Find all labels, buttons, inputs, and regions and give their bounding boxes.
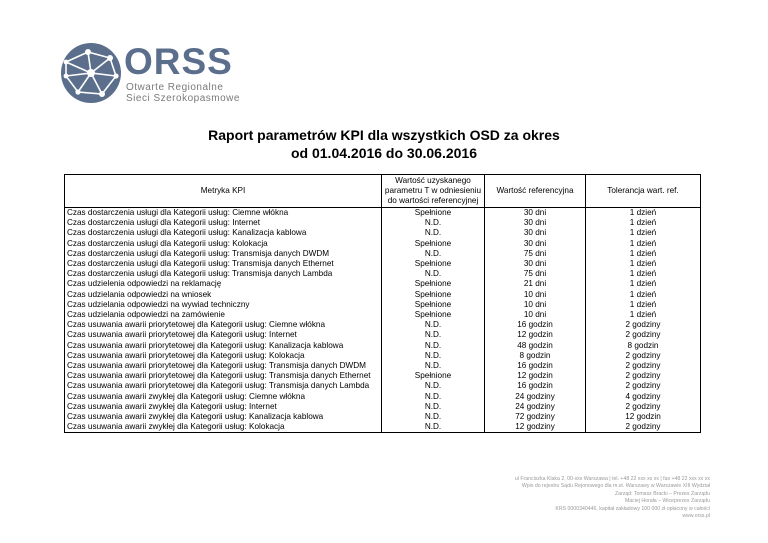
report-title-line2: od 01.04.2016 do 30.06.2016 [290, 145, 477, 161]
header-metric: Metryka KPI [65, 175, 382, 208]
header-obtained-line3: do wartości referencyjnej [387, 196, 479, 206]
kpi-obtained-value-cell: N.D. [382, 361, 485, 371]
kpi-tolerance-cell: 2 godziny [586, 361, 701, 371]
kpi-tolerance-cell: 1 dzień [586, 228, 701, 238]
kpi-tolerance-cell: 1 dzień [586, 310, 701, 320]
kpi-reference-value-cell: 24 godziny [485, 402, 586, 412]
kpi-tolerance-cell: 2 godziny [586, 381, 701, 391]
kpi-tolerance-cell: 2 godziny [586, 371, 701, 381]
header-tolerance: Tolerancja wart. ref. [586, 175, 701, 208]
kpi-reference-value-cell: 48 godzin [485, 341, 586, 351]
kpi-obtained-value-cell: N.D. [382, 341, 485, 351]
kpi-tolerance-cell: 2 godziny [586, 402, 701, 412]
kpi-reference-value-cell: 10 dni [485, 310, 586, 320]
table-row [65, 330, 701, 340]
header-obtained-line1: Wartość uzyskanego [395, 175, 471, 185]
footer-line4: Maciej Horała – Wiceprezes Zarządu [624, 498, 710, 505]
kpi-obtained-value-cell: N.D. [382, 402, 485, 412]
kpi-tolerance-cell: 1 dzień [586, 239, 701, 249]
kpi-obtained-value-cell: N.D. [382, 320, 485, 330]
kpi-obtained-value-cell: Spełnione [382, 310, 485, 320]
kpi-obtained-value-cell: Spełnione [382, 290, 485, 300]
table-row [65, 310, 701, 320]
table-row [65, 341, 701, 351]
kpi-reference-value-cell: 24 godziny [485, 392, 586, 402]
table-row [65, 381, 701, 391]
table-row [65, 320, 701, 330]
kpi-metric-cell: Czas usuwania awarii priorytetowej dla Kategorii usług: Internet [65, 330, 382, 340]
logo-name: ORSS [124, 41, 233, 82]
footer-line2: Wpis do rejestru Sądu Rejonowego dla m.st. Warszawy w Warszawie XIII Wydział [521, 483, 710, 490]
table-row [65, 300, 701, 310]
table-row [65, 361, 701, 371]
kpi-obtained-value-cell: N.D. [382, 351, 485, 361]
kpi-metric-cell: Czas usuwania awarii priorytetowej dla Kategorii usług: Transmisja danych Ethernet [65, 371, 382, 381]
kpi-obtained-value-cell: Spełnione [382, 259, 485, 269]
kpi-obtained-value-cell: N.D. [382, 228, 485, 238]
table-row [65, 371, 701, 381]
kpi-reference-value-cell: 30 dni [485, 259, 586, 269]
kpi-reference-value-cell: 75 dni [485, 269, 586, 279]
table-row [65, 402, 701, 412]
kpi-tolerance-cell: 12 godzin [586, 412, 701, 422]
header-obtained-line2: parametru T w odniesieniu [384, 185, 482, 195]
kpi-reference-value-cell: 10 dni [485, 290, 586, 300]
logo-subtitle-line1: Otwarte Regionalne [126, 82, 224, 93]
header-reference-value: Wartość referencyjna [485, 175, 586, 208]
table-row [65, 218, 701, 228]
kpi-reference-value-cell: 16 godzin [485, 381, 586, 391]
kpi-metric-cell: Czas usuwania awarii zwykłej dla Kategorii usług: Kanalizacja kablowa [65, 412, 382, 422]
table-row [65, 290, 701, 300]
kpi-tolerance-cell: 1 dzień [586, 279, 701, 289]
kpi-obtained-value-cell: N.D. [382, 392, 485, 402]
table-row [65, 239, 701, 249]
logo-subtitle-line2: Sieci Szerokopasmowe [126, 93, 240, 104]
kpi-metric-cell: Czas dostarczenia usługi dla Kategorii usług: Transmisja danych Ethernet [65, 259, 382, 269]
kpi-metric-cell: Czas usuwania awarii zwykłej dla Kategorii usług: Kolokacja [65, 422, 382, 433]
kpi-tolerance-cell: 1 dzień [586, 218, 701, 228]
kpi-metric-cell: Czas dostarczenia usługi dla Kategorii usług: Kanalizacja kablowa [65, 228, 382, 238]
kpi-tolerance-cell: 2 godziny [586, 320, 701, 330]
kpi-obtained-value-cell: Spełnione [382, 371, 485, 381]
kpi-reference-value-cell: 8 godzin [485, 351, 586, 361]
table-row [65, 412, 701, 422]
kpi-reference-value-cell: 75 dni [485, 249, 586, 259]
table-row [65, 422, 701, 433]
kpi-reference-value-cell: 12 godzin [485, 371, 586, 381]
table-row [65, 259, 701, 269]
kpi-obtained-value-cell: N.D. [382, 249, 485, 259]
kpi-tolerance-cell: 1 dzień [586, 290, 701, 300]
kpi-obtained-value-cell: N.D. [382, 412, 485, 422]
kpi-tolerance-cell: 4 godziny [586, 392, 701, 402]
kpi-obtained-value-cell: Spełnione [382, 208, 485, 219]
kpi-tolerance-cell: 1 dzień [586, 300, 701, 310]
table-header-row [65, 175, 701, 208]
kpi-metric-cell: Czas udzielania odpowiedzi na zamówienie [65, 310, 382, 320]
kpi-reference-value-cell: 16 godzin [485, 320, 586, 330]
kpi-obtained-value-cell: N.D. [382, 218, 485, 228]
kpi-reference-value-cell: 30 dni [485, 239, 586, 249]
kpi-obtained-value-cell: N.D. [382, 381, 485, 391]
table-row [65, 269, 701, 279]
kpi-metric-cell: Czas udzielania odpowiedzi na wywiad techniczny [65, 300, 382, 310]
logo-subtitle [126, 82, 240, 104]
kpi-metric-cell: Czas usuwania awarii priorytetowej dla Kategorii usług: Transmisja danych Lambda [65, 381, 382, 391]
kpi-metric-cell: Czas usuwania awarii priorytetowej dla Kategorii usług: Transmisja danych DWDM [65, 361, 382, 371]
report-title-line1: Raport parametrów KPI dla wszystkich OSD za okres [208, 127, 560, 143]
header-obtained-value [382, 175, 485, 208]
footer-line5: KRS 0000340446, kapitał zakładowy 100 000 zł opłacony w całości [555, 505, 710, 512]
kpi-metric-cell: Czas usuwania awarii priorytetowej dla Kategorii usług: Kanalizacja kablowa [65, 341, 382, 351]
orss-logo [58, 40, 248, 108]
kpi-table-body [65, 208, 701, 433]
kpi-obtained-value-cell: Spełnione [382, 300, 485, 310]
kpi-metric-cell: Czas dostarczenia usługi dla Kategorii usług: Transmisja danych Lambda [65, 269, 382, 279]
footer-line1: ul Franciszka Klaka 2, 00-xxx Warszawa | tel. +48 22 xxx xx xx | fax +48 22 xxx xx xx [514, 476, 710, 482]
kpi-reference-value-cell: 30 dni [485, 228, 586, 238]
footer-line3: Zarząd: Tomasz Bracki – Prezes Zarządu [614, 490, 710, 497]
table-row [65, 228, 701, 238]
globe-network-icon [58, 40, 124, 106]
kpi-metric-cell: Czas usuwania awarii priorytetowej dla Kategorii usług: Kolokacja [65, 351, 382, 361]
kpi-reference-value-cell: 21 dni [485, 279, 586, 289]
kpi-metric-cell: Czas dostarczenia usługi dla Kategorii usług: Transmisja danych DWDM [65, 249, 382, 259]
kpi-reference-value-cell: 12 godzin [485, 330, 586, 340]
table-row [65, 351, 701, 361]
kpi-reference-value-cell: 16 godzin [485, 361, 586, 371]
kpi-reference-value-cell: 72 godziny [485, 412, 586, 422]
kpi-table [64, 174, 701, 433]
kpi-metric-cell: Czas udzielania odpowiedzi na wniosek [65, 290, 382, 300]
kpi-obtained-value-cell: N.D. [382, 269, 485, 279]
kpi-tolerance-cell: 1 dzień [586, 259, 701, 269]
table-row [65, 279, 701, 289]
kpi-metric-cell: Czas usuwania awarii zwykłej dla Kategorii usług: Internet [65, 402, 382, 412]
kpi-reference-value-cell: 30 dni [485, 208, 586, 219]
footer-line6: www.orss.pl [682, 513, 710, 520]
kpi-reference-value-cell: 10 dni [485, 300, 586, 310]
kpi-tolerance-cell: 2 godziny [586, 330, 701, 340]
kpi-obtained-value-cell: N.D. [382, 422, 485, 433]
kpi-reference-value-cell: 12 godziny [485, 422, 586, 433]
kpi-tolerance-cell: 1 dzień [586, 269, 701, 279]
kpi-metric-cell: Czas dostarczenia usługi dla Kategorii usług: Kolokacja [65, 239, 382, 249]
report-title [0, 126, 768, 162]
company-footer [450, 476, 710, 520]
kpi-tolerance-cell: 8 godzin [586, 341, 701, 351]
kpi-tolerance-cell: 2 godziny [586, 422, 701, 433]
kpi-metric-cell: Czas dostarczenia usługi dla Kategorii usług: Ciemne włókna [65, 208, 382, 219]
table-row [65, 392, 701, 402]
kpi-metric-cell: Czas usuwania awarii zwykłej dla Kategorii usług: Ciemne włókna [65, 392, 382, 402]
kpi-reference-value-cell: 30 dni [485, 218, 586, 228]
table-row [65, 249, 701, 259]
kpi-obtained-value-cell: Spełnione [382, 279, 485, 289]
kpi-tolerance-cell: 1 dzień [586, 249, 701, 259]
kpi-tolerance-cell: 1 dzień [586, 208, 701, 219]
kpi-obtained-value-cell: N.D. [382, 330, 485, 340]
kpi-metric-cell: Czas udzielenia odpowiedzi na reklamację [65, 279, 382, 289]
kpi-metric-cell: Czas usuwania awarii priorytetowej dla Kategorii usług: Ciemne włókna [65, 320, 382, 330]
kpi-tolerance-cell: 2 godziny [586, 351, 701, 361]
kpi-metric-cell: Czas dostarczenia usługi dla Kategorii usług: Internet [65, 218, 382, 228]
table-row [65, 208, 701, 219]
kpi-obtained-value-cell: Spełnione [382, 239, 485, 249]
